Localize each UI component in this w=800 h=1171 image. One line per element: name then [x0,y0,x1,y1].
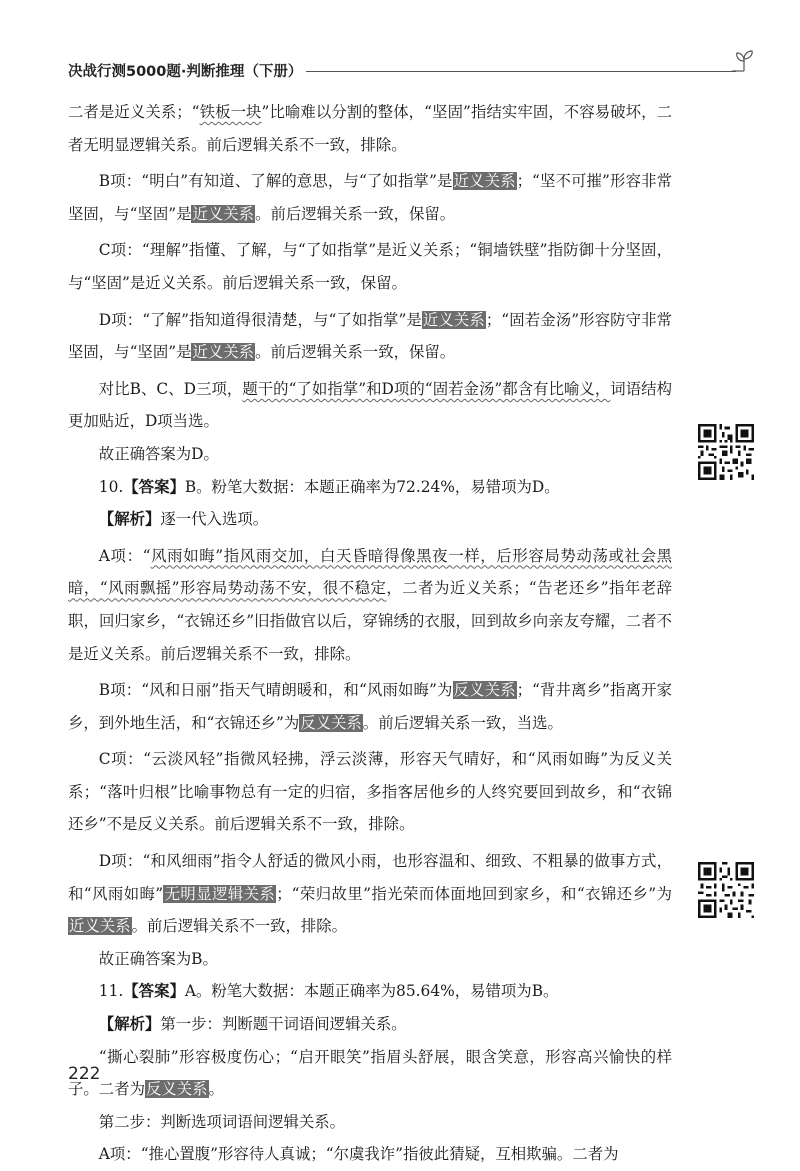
book-title: 决战行测5000题·判断推理（下册） [68,64,303,80]
highlight: 无明显逻辑关系 [164,884,276,903]
paragraph: C项：“云淡风轻”指微风轻拂，浮云淡薄，形容天气晴好，和“风雨如晦”为反义关系；“落叶归根”比喻事物总有一定的归宿，多指客居他乡的人终究要回到故乡，和“衣锦还乡”不是反义关系。前后逻辑关系不一致，排除。 [68,750,672,834]
analysis-line: 【解析】第一步：判断题干词语间逻辑关系。 [98,1015,407,1034]
highlight: 近义关系 [453,172,516,191]
qr-code-icon[interactable] [698,862,754,918]
answer-label: 【答案】 [123,982,185,1001]
paragraph: A项：“风雨如晦”指风雨交加，白天昏暗得像黑夜一样，后形容局势动荡或社会黑暗，“风雨飘摇”形容局势动荡不安，很不稳定，二者为近义关系；“告老还乡”指年老辞职，回归家乡，“衣锦还乡”旧指做官以后，穿锦绣的衣服，回到故乡向亲友夸耀，二者不是近义关系。前后逻辑关系不一致，排除。 [68,546,672,663]
paragraph: 故正确答案为B。 [98,949,218,968]
analysis-label: 【解析】 [98,1015,161,1034]
paragraph: 故正确答案为D。 [98,444,219,463]
highlight: 反义关系 [453,681,516,700]
page-number: 222 [68,1064,101,1084]
paragraph: B项：“风和日丽”指天气晴朗暖和，和“风雨如晦”为反义关系；“背井离乡”指离开家乡，到外地生活，和“衣锦还乡”为反义关系。前后逻辑关系一致，当选。 [68,681,672,732]
answer-line: 11.【答案】A。粉笔大数据：本题正确率为85.64%，易错项为B。 [98,982,559,1001]
paragraph: B项：“明白”有知道、了解的意思，与“了如指掌”是近义关系；“坚不可摧”形容非常坚固，与“坚固”是近义关系。前后逻辑关系一致，保留。 [68,172,672,223]
wavy-underline: 铁板一块 [199,103,262,121]
analysis-label: 【解析】 [98,510,161,529]
highlight: 近义关系 [192,204,255,223]
running-header [68,56,758,84]
paragraph: 二者是近义关系；“铁板一块”比喻难以分割的整体，“坚固”指结实牢固，不容易破坏，二者无明显逻辑关系。前后逻辑关系不一致，排除。 [68,103,672,154]
paragraph: 第二步：判断选项词语间逻辑关系。 [98,1112,346,1131]
header-rule [306,71,736,72]
analysis-line: 【解析】逐一代入选项。 [98,510,269,529]
paragraph: C项：“理解”指懂、了解，与“了如指掌”是近义关系；“铜墙铁壁”指防御十分坚固，与“坚固”是近义关系。前后逻辑关系一致，保留。 [68,241,672,292]
sprout-icon [730,48,758,76]
paragraph: “撕心裂肺”形容极度伤心；“启开眼笑”指眉头舒展，眼含笑意，形容高兴愉快的样子。二者为反义关系。 [68,1047,672,1099]
qr-code-icon[interactable] [698,424,754,480]
paragraph: 对比B、C、D三项，题干的“了如指掌”和D项的“固若金汤”都含有比喻义，词语结构更加贴近，D项当选。 [68,379,672,431]
highlight: 近义关系 [422,310,485,329]
answer-label: 【答案】 [123,477,185,496]
answer-line: 10.【答案】B。粉笔大数据：本题正确率为72.24%，易错项为D。 [98,477,560,496]
page-body [68,96,672,1171]
highlight: 近义关系 [69,917,131,936]
highlight: 反义关系 [145,1080,208,1099]
paragraph: D项：“了解”指知道得很清楚，与“了如指掌”是近义关系；“固若金汤”形容防守非常坚固，与“坚固”是近义关系。前后逻辑关系一致，保留。 [68,310,672,362]
highlight: 反义关系 [300,713,362,732]
wavy-underline: 题干的“了如指掌”和D项的“固若金汤”都含有比喻义， [242,379,611,398]
highlight: 近义关系 [192,343,255,362]
paragraph: D项：“和风细雨”指令人舒适的微风小雨，也形容温和、细致、不粗暴的做事方式，和“风雨如晦”无明显逻辑关系；“荣归故里”指光荣而体面地回到家乡，和“衣锦还乡”为近义关系。前后逻辑关系不一致，排除。 [68,852,672,936]
wavy-underline: 风雨如晦”指风雨交加，白天昏暗得像黑夜一样，后形容局势动荡或社会黑暗，“风雨飘摇”形容局势动荡不安，很不稳定 [68,546,672,598]
paragraph: A项：“推心置腹”形容待人真诚；“尔虞我诈”指彼此猜疑，互相欺骗。二者为 [98,1145,619,1164]
